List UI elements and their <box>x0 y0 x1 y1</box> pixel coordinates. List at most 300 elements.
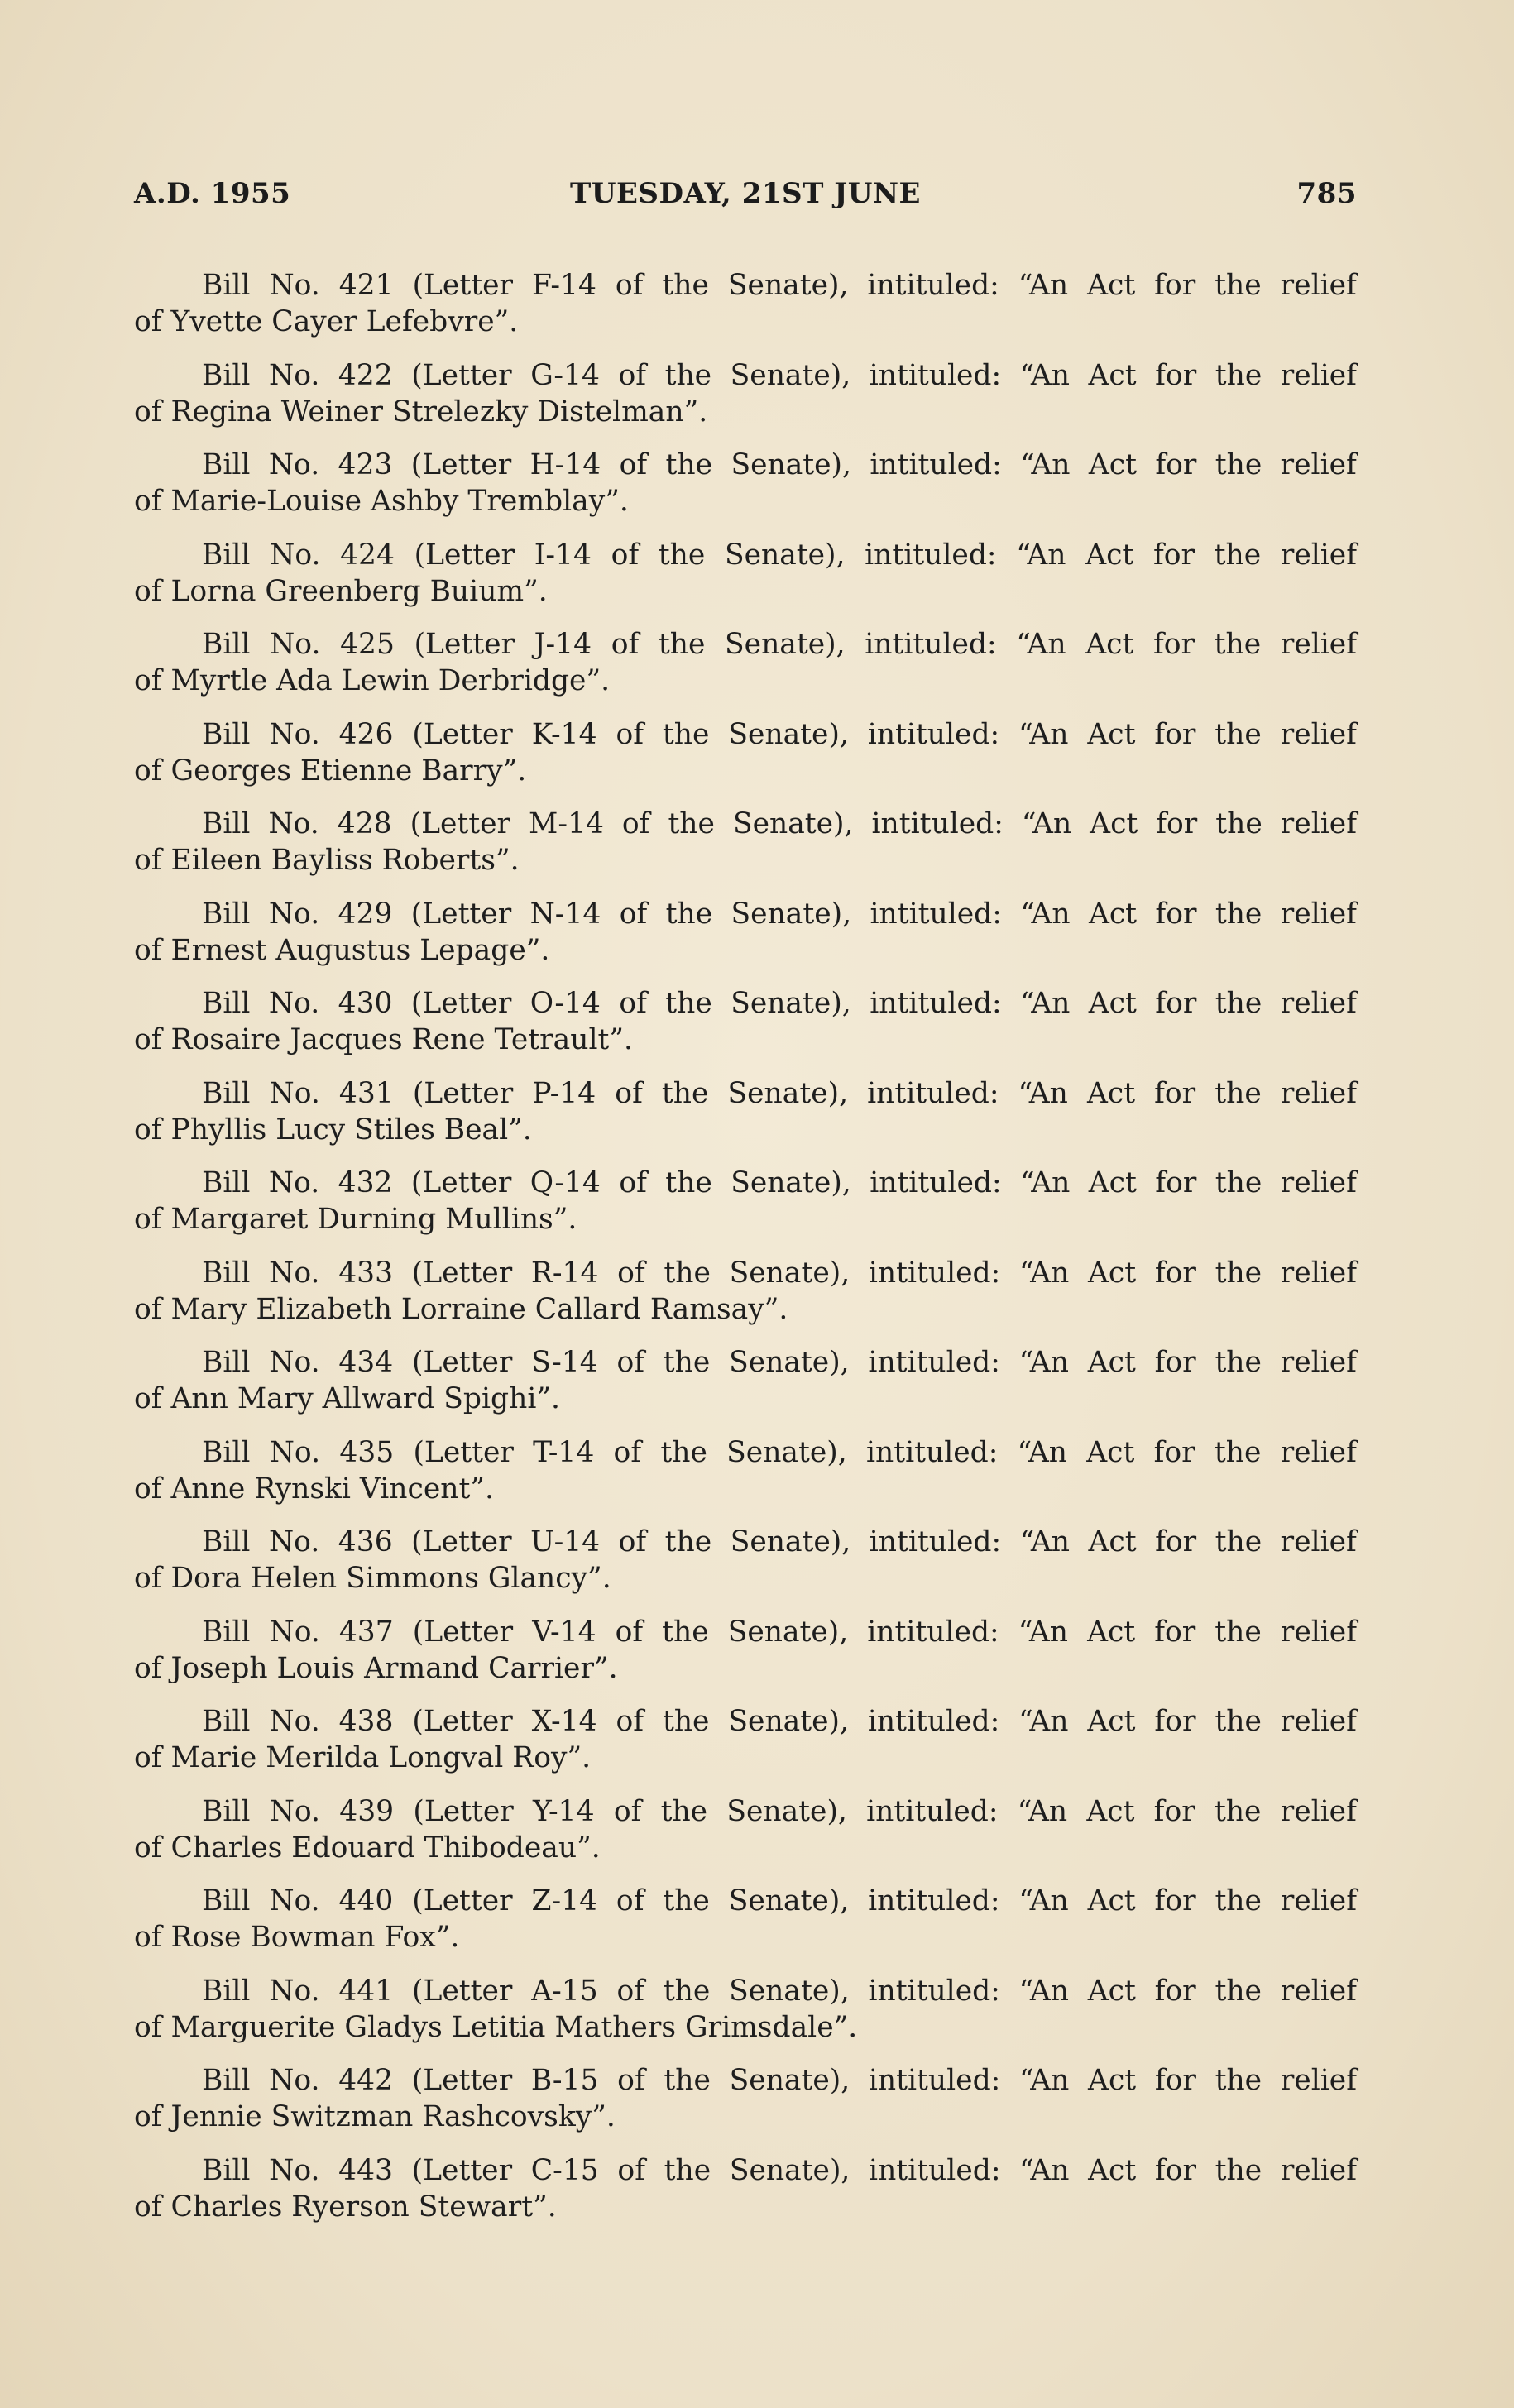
bill-word: intituled: <box>867 1615 999 1649</box>
bill-word: 421 <box>338 269 394 302</box>
bill-word: Bill <box>202 1525 251 1558</box>
bill-word: T-14 <box>533 1435 595 1469</box>
bill-title-line <box>134 2062 1357 2099</box>
bill-word: Act <box>1088 1256 1137 1290</box>
bill-word: “An <box>1020 1166 1071 1199</box>
bill-relief-name: of Charles Edouard Thibodeau”. <box>134 1831 601 1865</box>
bill-title-line <box>134 2152 1357 2189</box>
bill-relief-name: of Dora Helen Simmons Glancy”. <box>134 1562 611 1595</box>
bill-word: relief <box>1280 1256 1357 1290</box>
bill-word: B-15 <box>530 2064 599 2097</box>
bill-word: Act <box>1088 358 1137 392</box>
bill-word: the <box>1215 1076 1262 1110</box>
bill-word: (Letter <box>413 1794 514 1828</box>
bill-word: 436 <box>338 1525 393 1558</box>
bill-word: (Letter <box>411 1256 513 1290</box>
bill-word: Bill <box>202 1166 251 1199</box>
bill-word: the <box>664 2064 711 2097</box>
bill-relief-name: of Regina Weiner Strelezky Distelman”. <box>134 395 708 428</box>
bill-title-line <box>134 537 1357 573</box>
bill-word: of <box>617 2064 645 2097</box>
bill-word: U-14 <box>530 1525 601 1558</box>
bill-relief-name: of Eileen Bayliss Roberts”. <box>134 844 520 877</box>
bill-word: intituled: <box>865 1435 999 1469</box>
bill-word: relief <box>1280 717 1357 751</box>
bill-word: S-14 <box>531 1346 598 1379</box>
bill-relief-name: of Charles Ryerson Stewart”. <box>134 2190 557 2224</box>
bill-word: Act <box>1088 1525 1137 1558</box>
bill-word: (Letter <box>412 1974 513 2008</box>
bill-word: 424 <box>340 538 395 572</box>
bill-word: of <box>611 538 640 572</box>
bill-word: Act <box>1090 807 1138 840</box>
bill-word: Senate), <box>727 269 849 302</box>
bill-title-line <box>134 1793 1357 1830</box>
bill-word: (Letter <box>411 1525 512 1558</box>
bill-word: relief <box>1280 448 1357 481</box>
bill-relief-name: of Joseph Louis Armand Carrier”. <box>134 1651 618 1685</box>
bill-word: intituled: <box>865 538 997 572</box>
bill-word: for <box>1154 1884 1196 1917</box>
bill-word: 438 <box>338 1705 394 1738</box>
bill-word: No. <box>269 1346 320 1379</box>
bill-entry <box>134 1434 1357 1525</box>
bill-word: relief <box>1280 1974 1357 2008</box>
bill-title-line <box>134 1524 1357 1560</box>
bill-word: (Letter <box>412 1705 513 1738</box>
bill-word: Bill <box>202 1076 251 1110</box>
bill-word: (Letter <box>410 448 512 481</box>
bill-relief-name: of Margaret Durning Mullins”. <box>134 1203 577 1236</box>
bill-word: of <box>615 269 644 302</box>
bill-word: 423 <box>338 448 393 481</box>
bill-word: relief <box>1280 1435 1357 1469</box>
bill-word: for <box>1155 358 1197 392</box>
bill-word: Bill <box>202 1346 251 1379</box>
bill-word: N-14 <box>529 897 601 931</box>
bill-word: 440 <box>338 1884 394 1917</box>
bill-word: intituled: <box>871 807 1004 840</box>
bill-word: “An <box>1020 897 1071 931</box>
bill-word: for <box>1153 1794 1195 1828</box>
bill-relief-name: of Ann Mary Allward Spighi”. <box>134 1382 560 1415</box>
bill-word: the <box>662 717 710 751</box>
bill-word: No. <box>268 1166 320 1199</box>
bill-word: the <box>664 2153 711 2187</box>
bill-title-line <box>134 1973 1357 2009</box>
bill-word: Bill <box>202 628 251 661</box>
bill-word: for <box>1154 2153 1196 2187</box>
bill-title-line <box>134 1165 1357 1201</box>
bill-word: K-14 <box>531 717 597 751</box>
bill-word: Bill <box>202 897 251 931</box>
bill-word: Bill <box>202 1884 251 1917</box>
bill-word: relief <box>1280 2153 1357 2187</box>
bill-word: relief <box>1280 1525 1357 1558</box>
bill-word: for <box>1154 717 1196 751</box>
bill-word: of <box>616 717 644 751</box>
bill-word: 428 <box>337 807 392 840</box>
bill-word: I-14 <box>534 538 592 572</box>
bill-title-line <box>134 896 1357 932</box>
bill-entry <box>134 806 1357 896</box>
bill-word: Bill <box>202 448 251 481</box>
bill-title-line <box>134 806 1357 842</box>
bill-word: of <box>617 2153 645 2187</box>
bill-word: intituled: <box>868 2064 1001 2097</box>
bill-word: (Letter <box>414 538 515 572</box>
bill-word: of <box>616 1884 644 1917</box>
bill-word: “An <box>1021 807 1072 840</box>
bill-word: No. <box>269 1884 320 1917</box>
bill-word: of <box>613 1435 642 1469</box>
bill-word: (Letter <box>410 897 512 931</box>
bill-word: the <box>664 1525 712 1558</box>
bill-relief-name: of Rose Bowman Fox”. <box>134 1921 460 1954</box>
bill-word: X-14 <box>531 1705 597 1738</box>
bill-word: H-14 <box>529 448 601 481</box>
bill-word: the <box>664 358 712 392</box>
bill-word: Act <box>1088 448 1137 481</box>
bill-word: Z-14 <box>531 1884 598 1917</box>
bill-entry <box>134 537 1357 627</box>
bill-word: the <box>660 1435 707 1469</box>
bill-word: Bill <box>202 269 251 302</box>
bill-word: the <box>663 1884 710 1917</box>
bill-title-line <box>134 1075 1357 1112</box>
bill-word: “An <box>1017 1794 1068 1828</box>
bill-word: 441 <box>338 1974 394 2008</box>
bill-word: of <box>617 1256 645 1290</box>
bill-word: for <box>1155 1525 1197 1558</box>
bill-word: Q-14 <box>529 1166 601 1199</box>
bill-relief-name: of Marie Merilda Longval Roy”. <box>134 1741 592 1774</box>
bill-word: Bill <box>202 358 251 392</box>
bill-word: Act <box>1086 1435 1135 1469</box>
bill-word: of <box>621 807 650 840</box>
bill-word: Senate), <box>725 628 846 661</box>
bill-word: intituled: <box>870 1166 1002 1199</box>
bill-word: the <box>1215 1525 1262 1558</box>
bill-entry <box>134 1614 1357 1704</box>
bill-word: Act <box>1088 2153 1137 2187</box>
bill-word: for <box>1155 987 1197 1020</box>
bill-entry <box>134 896 1357 986</box>
bill-word: Senate), <box>731 987 851 1020</box>
bill-word: of <box>619 1166 647 1199</box>
bill-relief-name: of Georges Etienne Barry”. <box>134 754 527 788</box>
bill-word: P-14 <box>532 1076 596 1110</box>
bill-word: O-14 <box>529 987 601 1020</box>
bill-word: the <box>665 448 713 481</box>
bill-relief-name: of Marguerite Gladys Letitia Mathers Grimsdale”. <box>134 2010 858 2044</box>
bill-word: (Letter <box>412 1346 513 1379</box>
bill-word: Senate), <box>730 1525 851 1558</box>
bill-word: intituled: <box>868 1974 1000 2008</box>
bill-word: “An <box>1016 628 1066 661</box>
bill-word: for <box>1154 2064 1196 2097</box>
bill-word: Senate), <box>731 448 851 481</box>
bill-word: intituled: <box>866 1794 999 1828</box>
bill-word: Senate), <box>729 1346 850 1379</box>
bill-word: G-14 <box>530 358 600 392</box>
bill-list <box>134 267 1357 2242</box>
bill-word: Act <box>1087 1346 1136 1379</box>
bill-word: the <box>1215 717 1262 751</box>
bill-word: the <box>1214 1435 1262 1469</box>
bill-word: Senate), <box>730 358 851 392</box>
bill-word: the <box>658 628 706 661</box>
bill-word: Bill <box>202 807 251 840</box>
header-date: TUESDAY, 21ST JUNE <box>570 177 921 210</box>
bill-entry <box>134 1255 1357 1345</box>
bill-word: “An <box>1018 1615 1069 1649</box>
bill-word: “An <box>1018 1346 1069 1379</box>
bill-title-line <box>134 1614 1357 1650</box>
bill-word: intituled: <box>867 1705 1000 1738</box>
bill-word: (Letter <box>411 2153 513 2187</box>
bill-word: No. <box>269 2153 320 2187</box>
bill-word: Senate), <box>732 807 854 840</box>
bill-word: the <box>1215 987 1262 1020</box>
bill-word: Senate), <box>727 1615 849 1649</box>
bill-word: of <box>616 1346 645 1379</box>
bill-word: 425 <box>340 628 395 661</box>
bill-word: intituled: <box>868 1346 1000 1379</box>
bill-word: No. <box>269 1794 321 1828</box>
page-number: 785 <box>1296 177 1357 210</box>
bill-entry <box>134 716 1357 807</box>
bill-word: for <box>1154 1256 1196 1290</box>
bill-word: of <box>616 1974 645 2008</box>
bill-word: F-14 <box>531 269 596 302</box>
bill-word: the <box>662 269 709 302</box>
bill-word: (Letter <box>412 717 513 751</box>
bill-title-line <box>134 447 1357 483</box>
bill-word: Senate), <box>731 1166 851 1199</box>
bill-word: for <box>1154 1615 1196 1649</box>
bill-word: of <box>618 1525 647 1558</box>
bill-word: (Letter <box>411 2064 513 2097</box>
bill-word: the <box>1215 269 1262 302</box>
bill-word: relief <box>1280 1615 1357 1649</box>
bill-word: the <box>1214 628 1262 661</box>
bill-word: 422 <box>338 358 393 392</box>
bill-word: Bill <box>202 2064 251 2097</box>
bill-entry <box>134 1344 1357 1434</box>
bill-word: of <box>613 1794 642 1828</box>
bill-word: intituled: <box>869 1525 1002 1558</box>
bill-word: R-14 <box>530 1256 599 1290</box>
bill-word: intituled: <box>867 269 999 302</box>
bill-word: Senate), <box>724 538 846 572</box>
bill-word: the <box>1215 358 1262 392</box>
bill-word: intituled: <box>869 358 1002 392</box>
bill-word: (Letter <box>411 358 512 392</box>
bill-entry <box>134 357 1357 448</box>
bill-title-line <box>134 1344 1357 1381</box>
bill-word: of <box>615 1076 643 1110</box>
bill-word: of <box>619 897 648 931</box>
bill-word: Act <box>1087 717 1136 751</box>
bill-word: “An <box>1018 1705 1069 1738</box>
bill-word: No. <box>268 1525 320 1558</box>
bill-word: intituled: <box>868 1884 1000 1917</box>
bill-word: Act <box>1085 538 1134 572</box>
page-header <box>134 177 1357 218</box>
bill-entry <box>134 1793 1357 1884</box>
bill-relief-name: of Ernest Augustus Lepage”. <box>134 933 550 967</box>
bill-word: No. <box>269 1076 320 1110</box>
bill-word: Act <box>1086 1794 1135 1828</box>
bill-word: Bill <box>202 987 251 1020</box>
bill-word: Senate), <box>726 1435 847 1469</box>
bill-word: C-15 <box>530 2153 599 2187</box>
bill-word: the <box>663 1346 711 1379</box>
bill-word: for <box>1154 1076 1196 1110</box>
bill-word: for <box>1154 1705 1196 1738</box>
bill-word: the <box>1215 1346 1262 1379</box>
bill-word: the <box>660 1794 708 1828</box>
bill-entry <box>134 1075 1357 1166</box>
bill-word: Act <box>1087 1974 1136 2008</box>
bill-word: 434 <box>338 1346 394 1379</box>
bill-word: Bill <box>202 1974 251 2008</box>
bill-word: No. <box>269 358 320 392</box>
bill-word: Bill <box>202 538 251 572</box>
bill-word: relief <box>1280 1166 1357 1199</box>
bill-entry <box>134 267 1357 357</box>
bill-word: the <box>663 1974 711 2008</box>
bill-word: No. <box>270 628 321 661</box>
bill-word: Bill <box>202 1256 251 1290</box>
bill-word: the <box>668 807 715 840</box>
bill-word: Act <box>1087 1615 1136 1649</box>
bill-word: Bill <box>202 1705 251 1738</box>
bill-word: 431 <box>338 1076 394 1110</box>
bill-title-line <box>134 626 1357 663</box>
bill-word: No. <box>269 717 320 751</box>
bill-word: the <box>1215 897 1262 931</box>
bill-word: 435 <box>339 1435 395 1469</box>
bill-entry <box>134 1703 1357 1793</box>
bill-word: No. <box>269 1705 320 1738</box>
bill-word: No. <box>268 987 320 1020</box>
bill-title-line <box>134 985 1357 1022</box>
bill-word: No. <box>269 1974 320 2008</box>
bill-word: 439 <box>339 1794 395 1828</box>
bill-title-line <box>134 357 1357 394</box>
bill-word: of <box>619 987 647 1020</box>
bill-word: No. <box>269 1256 320 1290</box>
bill-relief-name: of Yvette Cayer Lefebvre”. <box>134 305 519 338</box>
bill-entry <box>134 626 1357 716</box>
bill-word: Act <box>1086 1076 1136 1110</box>
bill-word: of <box>611 628 640 661</box>
bill-word: the <box>664 1256 711 1290</box>
bill-word: relief <box>1280 987 1357 1020</box>
bill-word: relief <box>1280 269 1357 302</box>
bill-word: Act <box>1087 1884 1136 1917</box>
bill-word: A-15 <box>531 1974 598 2008</box>
bill-word: intituled: <box>867 717 1000 751</box>
bill-word: Act <box>1088 897 1138 931</box>
bill-relief-name: of Phyllis Lucy Stiles Beal”. <box>134 1113 532 1147</box>
bill-word: Act <box>1085 628 1134 661</box>
bill-word: relief <box>1280 897 1357 931</box>
bill-word: for <box>1154 1974 1196 2008</box>
bill-word: the <box>661 1076 709 1110</box>
bill-word: 442 <box>338 2064 394 2097</box>
bill-word: intituled: <box>867 1076 999 1110</box>
bill-word: relief <box>1280 1346 1357 1379</box>
bill-word: of <box>619 448 648 481</box>
bill-word: Senate), <box>729 1974 850 2008</box>
bill-title-line <box>134 267 1357 304</box>
bill-title-line <box>134 1703 1357 1740</box>
bill-word: for <box>1152 628 1195 661</box>
bill-word: the <box>658 538 706 572</box>
bill-entry <box>134 985 1357 1075</box>
bill-title-line <box>134 1883 1357 1919</box>
bill-entry <box>134 447 1357 537</box>
bill-word: “An <box>1019 1525 1070 1558</box>
bill-word: “An <box>1020 987 1071 1020</box>
bill-entry <box>134 2152 1357 2243</box>
bill-word: the <box>662 1615 709 1649</box>
bill-word: for <box>1155 897 1197 931</box>
bill-word: for <box>1155 1166 1197 1199</box>
bill-word: Act <box>1087 269 1136 302</box>
bill-relief-name: of Anne Rynski Vincent”. <box>134 1472 494 1506</box>
bill-word: the <box>662 1705 710 1738</box>
bill-word: Senate), <box>728 717 849 751</box>
bill-word: “An <box>1019 358 1070 392</box>
bill-word: the <box>665 897 713 931</box>
bill-relief-name: of Rosaire Jacques Rene Tetrault”. <box>134 1023 633 1056</box>
bill-word: “An <box>1018 1884 1069 1917</box>
bill-entry <box>134 1973 1357 2063</box>
bill-word: relief <box>1280 1705 1357 1738</box>
bill-word: relief <box>1280 1076 1357 1110</box>
bill-word: “An <box>1018 1974 1069 2008</box>
bill-word: 433 <box>338 1256 394 1290</box>
bill-word: for <box>1154 1346 1196 1379</box>
bill-word: (Letter <box>413 1435 514 1469</box>
bill-word: the <box>1215 2064 1262 2097</box>
bill-word: M-14 <box>529 807 604 840</box>
bill-word: V-14 <box>532 1615 596 1649</box>
bill-entry <box>134 1524 1357 1614</box>
bill-word: No. <box>269 1615 320 1649</box>
bill-word: 430 <box>338 987 393 1020</box>
bill-title-line <box>134 1434 1357 1471</box>
bill-word: “An <box>1016 538 1066 572</box>
bill-word: the <box>1215 1256 1262 1290</box>
bill-word: the <box>665 987 712 1020</box>
bill-word: (Letter <box>414 628 515 661</box>
bill-word: Senate), <box>726 1794 847 1828</box>
bill-entry <box>134 1165 1357 1255</box>
bill-word: of <box>618 358 647 392</box>
bill-relief-name: of Mary Elizabeth Lorraine Callard Ramsay”. <box>134 1292 788 1326</box>
bill-word: Senate), <box>728 1705 849 1738</box>
bill-title-line <box>134 716 1357 753</box>
bill-word: the <box>1215 807 1262 840</box>
bill-word: (Letter <box>410 987 512 1020</box>
bill-word: the <box>1214 1794 1262 1828</box>
bill-word: Senate), <box>731 897 852 931</box>
